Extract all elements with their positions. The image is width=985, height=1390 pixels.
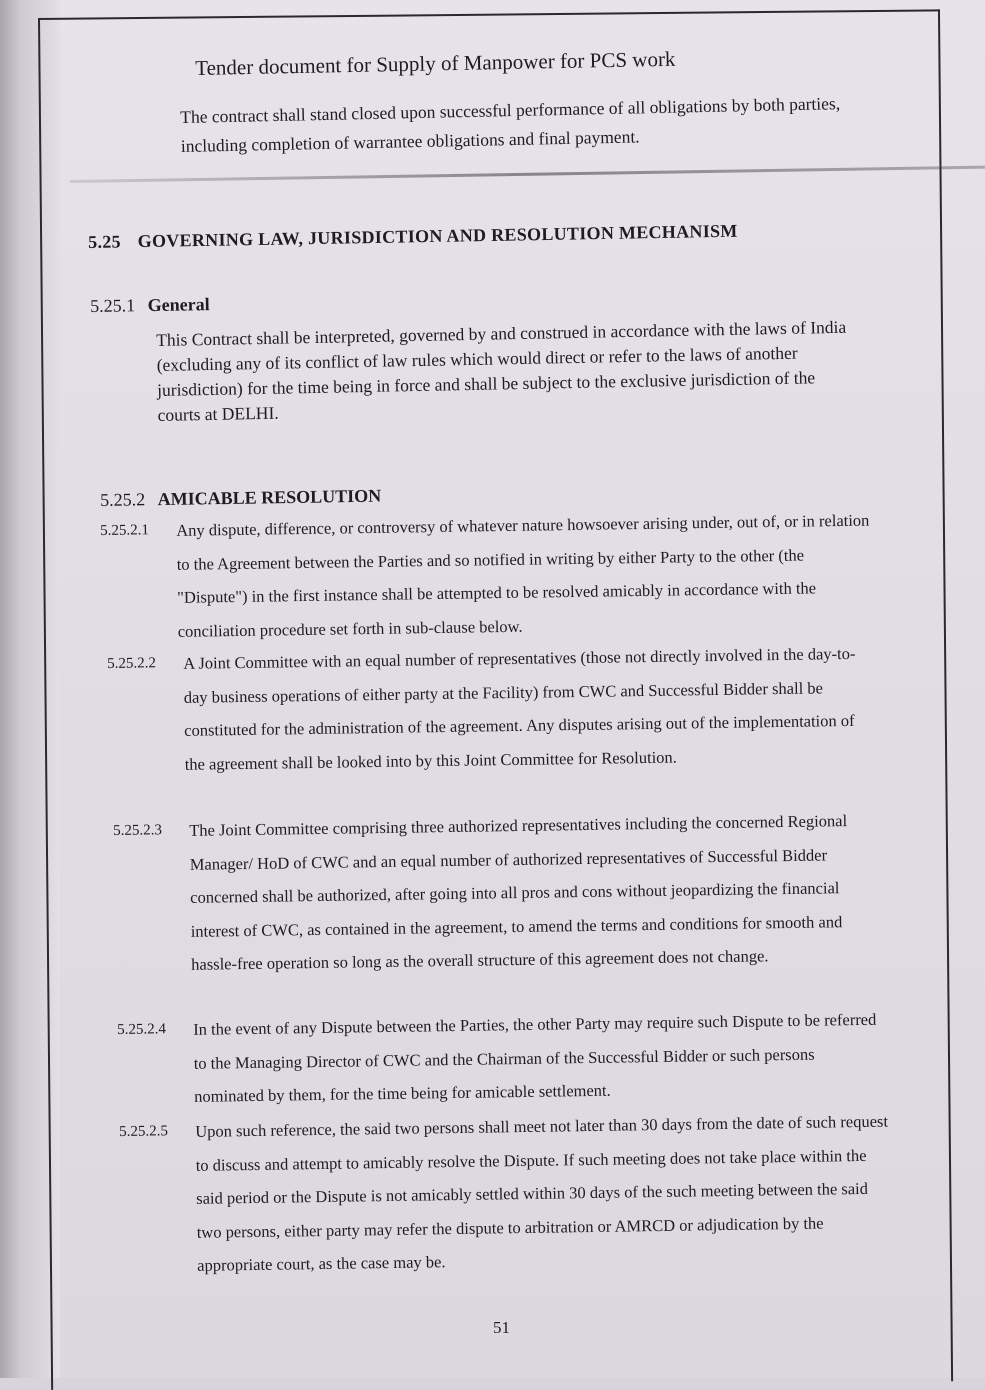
page-number: 51 <box>493 1318 510 1337</box>
general-paragraph: This Contract shall be interpreted, governed by and construed in accordance with the laws of India (excluding any of its conflict of law rules which would direct or refer to the laws of another jurisdiction) for the time being in force and shall be subject to the exclusive jurisdiction of the courts at DELHI. <box>156 316 847 425</box>
clause-item <box>100 504 872 649</box>
clause-number: 5.25.2.3 <box>113 822 163 839</box>
subsection-number: 5.25.1 <box>90 295 136 316</box>
clause-text: A Joint Committee with an equal number of representatives (those not directly involved in the day-to-day business operations of either party at the Facility) from CWC and Successful Bidder shall be constituted for the administration of the agreement. Any disputes arising out of the implementation of the agreement shall be looked into by this Joint Committee for Resolution. <box>183 643 856 774</box>
intro-paragraph: The contract shall stand closed upon successful performance of all obligations by both parties, including completion of warrantee obligations and final payment. <box>180 93 841 156</box>
clause-item <box>113 804 880 983</box>
subsection-heading-general <box>90 294 210 317</box>
section-title: GOVERNING LAW, JURISDICTION AND RESOLUTION MECHANISM <box>137 220 738 252</box>
subsection-title: General <box>147 294 210 316</box>
clause-number: 5.25.2.5 <box>119 1123 169 1140</box>
subsection-heading-amicable <box>100 486 381 511</box>
clause-item <box>117 1003 888 1115</box>
clause-number: 5.25.2.2 <box>107 655 157 672</box>
section-number: 5.25 <box>88 231 122 252</box>
clause-text: Upon such reference, the said two persons shall meet not later than 30 days from the date of such request to discuss and attempt to amicably resolve the Dispute. If such meeting does not take place within the said period or the Dispute is not amicably settled within 30 days of the such meeting between the said two persons, either party may refer the dispute to arbitration or AMRCD or adjudication by the appropriate court, as the case may be. <box>195 1111 889 1275</box>
document-header-title: Tender document for Supply of Manpower for PCS work <box>195 46 676 80</box>
clause-text: In the event of any Dispute between the Parties, the other Party may require such Dispute to be referred to the Managing Director of CWC and the Chairman of the Successful Bidder or such persons nominated by them, for the time being for amicable settlement. <box>193 1009 877 1106</box>
subsection-number: 5.25.2 <box>100 489 146 510</box>
clause-item <box>107 637 874 782</box>
clause-number: 5.25.2.4 <box>117 1021 167 1038</box>
clause-text: The Joint Committee comprising three authorized representatives including the concerned Regional Manager/ HoD of CWC and an equal number of authorized representatives of Successful Bidder concerned shall be authorized, after going into all pros and cons without jeopardizing the financial interest of CWC, as contained in the agreement, to amend the terms and conditions for smooth and hassle-free operation so long as the overall structure of this agreement does not change. <box>189 811 848 974</box>
subsection-title: AMICABLE RESOLUTION <box>157 485 382 510</box>
clause-text: Any dispute, difference, or controversy of whatever nature howsoever arising under, out of, or in relation to the Agreement between the Parties and so notified in writing by either Party to the other (the "Dispute") in the first instance shall be attempted to be resolved amicably in accordance with the conciliation procedure set forth in sub-clause below. <box>176 510 870 641</box>
clause-number: 5.25.2.1 <box>100 522 150 539</box>
clause-item <box>119 1105 896 1284</box>
